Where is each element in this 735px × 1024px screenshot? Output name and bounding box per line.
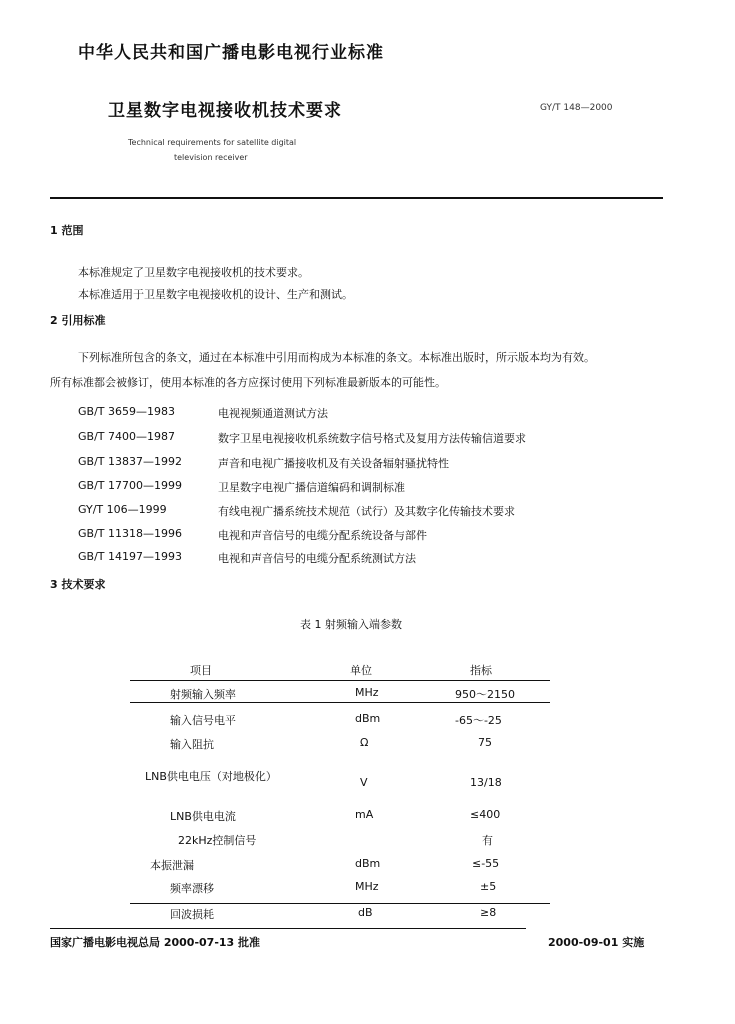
document-title: 卫星数字电视接收机技术要求: [108, 101, 342, 121]
table-cell-unit: V: [360, 776, 368, 789]
english-title-line-1: Technical requirements for satellite digital: [128, 138, 297, 147]
document-code: GY/T 148—2000: [540, 103, 613, 113]
table-cell-item: 输入信号电平: [170, 714, 236, 727]
table-rule-bottom: [130, 903, 550, 904]
reference-title: 电视和声音信号的电缆分配系统测试方法: [218, 552, 416, 565]
table-cell-value: 13/18: [470, 776, 502, 789]
table-cell-value: ≤400: [470, 808, 501, 821]
table-cell-item: 本振泄漏: [150, 859, 194, 872]
reference-code: GB/T 14197—1993: [78, 550, 182, 563]
table-cell-unit: dB: [358, 906, 373, 919]
table-cell-value: ≤-55: [472, 857, 500, 870]
table-cell-value: -65～-25: [455, 714, 502, 727]
reference-title: 数字卫星电视接收机系统数字信号格式及复用方法传输信道要求: [218, 432, 526, 445]
table-cell-value: 75: [478, 736, 492, 749]
table-cell-unit: Ω: [360, 736, 369, 749]
table-cell-item: LNB供电电压（对地极化）: [145, 770, 277, 783]
table-cell-item: 输入阻抗: [170, 738, 214, 751]
standard-header-org: 中华人民共和国广播电影电视行业标准: [78, 43, 384, 63]
table-rule-header: [130, 702, 550, 703]
reference-code: GB/T 3659—1983: [78, 405, 175, 418]
approval-notice: 国家广播电影电视总局 2000-07-13 批准: [50, 936, 261, 949]
section-2-heading: 2 引用标准: [50, 314, 106, 327]
section-1-heading: 1 范围: [50, 224, 84, 237]
table-cell-value: ±5: [480, 880, 497, 893]
implementation-date: 2000-09-01 实施: [548, 936, 645, 949]
reference-title: 有线电视广播系统技术规范（试行）及其数字化传输技术要求: [218, 505, 515, 518]
reference-code: GB/T 7400—1987: [78, 430, 175, 443]
reference-code: GB/T 17700—1999: [78, 479, 182, 492]
table-cell-item: LNB供电电流: [170, 810, 236, 823]
table-header-item: 项目: [190, 664, 212, 677]
table-cell-unit: MHz: [355, 686, 379, 699]
table-header-unit: 单位: [350, 664, 372, 677]
table-title: 表 1 射频输入端参数: [300, 618, 402, 631]
table-cell-unit: dBm: [355, 712, 381, 725]
table-cell-unit: mA: [355, 808, 374, 821]
header-rule: [50, 197, 663, 199]
table-rule-top: [130, 680, 550, 681]
table-cell-value: 有: [482, 834, 493, 847]
reference-title: 电视和声音信号的电缆分配系统设备与部件: [218, 529, 427, 542]
table-cell-item: 频率漂移: [170, 882, 214, 895]
section-1-paragraph-2: 本标准适用于卫星数字电视接收机的设计、生产和测试。: [78, 288, 353, 301]
table-cell-unit: MHz: [355, 880, 379, 893]
reference-code: GB/T 11318—1996: [78, 527, 182, 540]
footer-rule: [50, 928, 526, 929]
table-cell-value: 950～2150: [455, 688, 515, 701]
reference-title: 卫星数字电视广播信道编码和调制标准: [218, 481, 405, 494]
section-2-paragraph-1: 下列标准所包含的条文，通过在本标准中引用而构成为本标准的条文。本标准出版时，所示版本均为有效。: [78, 351, 595, 364]
reference-code: GY/T 106—1999: [78, 503, 167, 516]
reference-title: 电视视频通道测试方法: [218, 407, 328, 420]
table-cell-value: ≥8: [480, 906, 497, 919]
reference-title: 声音和电视广播接收机及有关设备辐射骚扰特性: [218, 457, 449, 470]
english-title-line-2: television receiver: [174, 153, 248, 162]
table-header-value: 指标: [470, 664, 492, 677]
reference-code: GB/T 13837—1992: [78, 455, 182, 468]
table-cell-unit: dBm: [355, 857, 381, 870]
section-1-paragraph-1: 本标准规定了卫星数字电视接收机的技术要求。: [78, 266, 309, 279]
table-cell-item: 22kHz控制信号: [178, 834, 257, 847]
section-3-heading: 3 技术要求: [50, 578, 106, 591]
table-cell-item: 射频输入频率: [170, 688, 236, 701]
table-cell-item: 回波损耗: [170, 908, 214, 921]
section-2-paragraph-2: 所有标准都会被修订，使用本标准的各方应探讨使用下列标准最新版本的可能性。: [50, 376, 446, 389]
